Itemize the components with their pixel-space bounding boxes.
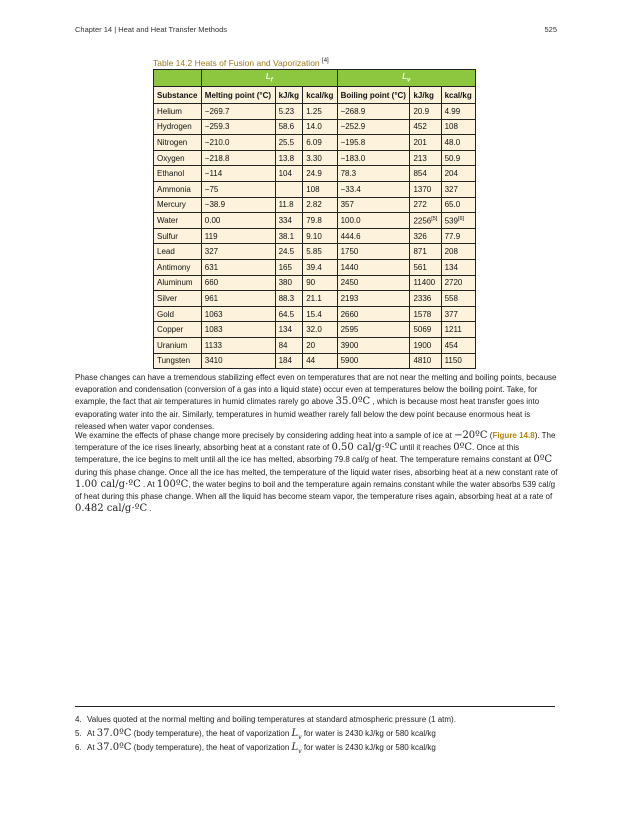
value-cell: 104: [275, 166, 303, 182]
value-cell: 6.09: [303, 135, 337, 151]
value-cell: 134: [275, 322, 303, 338]
footnote-divider: [75, 706, 555, 707]
substance-cell: Copper: [154, 322, 202, 338]
value-cell: 84: [275, 337, 303, 353]
table-row: [154, 275, 476, 291]
table-row: [154, 166, 476, 182]
value-cell: 2193: [337, 291, 410, 307]
value-cell: 64.5: [275, 306, 303, 322]
value-cell: 213: [410, 150, 441, 166]
heats-table: [153, 69, 476, 369]
value-cell: 4810: [410, 353, 441, 369]
value-cell: 1370: [410, 181, 441, 197]
value-cell: 32.0: [303, 322, 337, 338]
substance-cell: Gold: [154, 306, 202, 322]
footnote-4: 4. Values quoted at the normal melting and boiling temperatures at standard atmospheric pressure (1 atm).: [75, 715, 456, 724]
value-cell: 11.8: [275, 197, 303, 213]
value-cell: 24.5: [275, 244, 303, 260]
group-header-fusion: $L_f$: [201, 70, 337, 87]
value-cell: 77.9: [441, 228, 475, 244]
value-cell: 165: [275, 259, 303, 275]
value-cell: 15.4: [303, 306, 337, 322]
column-header: kJ/kg: [275, 87, 303, 104]
value-cell: −269.7: [201, 104, 275, 120]
value-cell: 13.8: [275, 150, 303, 166]
table-row: [154, 197, 476, 213]
value-cell: 631: [201, 259, 275, 275]
value-cell: 871: [410, 244, 441, 260]
value-cell: 50.9: [441, 150, 475, 166]
table-row: [154, 119, 476, 135]
footnote-ref[interactable]: [6]: [457, 215, 465, 222]
value-cell: 11400: [410, 275, 441, 291]
value-cell: 1083: [201, 322, 275, 338]
value-cell: 558: [441, 291, 475, 307]
page-number: 525: [544, 25, 557, 34]
value-cell: 88.3: [275, 291, 303, 307]
value-cell: 204: [441, 166, 475, 182]
value-cell: 377: [441, 306, 475, 322]
column-header: kcal/kg: [303, 87, 337, 104]
chapter-title: Chapter 14 | Heat and Heat Transfer Methods: [75, 25, 228, 34]
column-header: Substance: [154, 87, 202, 104]
table-caption-text: Table 14.2 Heats of Fusion and Vaporization: [153, 58, 320, 68]
value-cell: 1750: [337, 244, 410, 260]
value-cell: 3.30: [303, 150, 337, 166]
value-cell: 357: [337, 197, 410, 213]
table-row: [154, 213, 476, 229]
footnote-6: 6. At 37.0ºC (body temperature), the heat of vaporization $L_v$ for water is 2430 kJ/kg or 580 kcal/kg: [75, 742, 436, 755]
table-row: [154, 291, 476, 307]
value-cell: 452: [410, 119, 441, 135]
substance-cell: Sulfur: [154, 228, 202, 244]
value-cell: 2660: [337, 306, 410, 322]
math-35c: 35.0ºC: [335, 396, 371, 408]
table-column-headers: [154, 87, 476, 104]
table-row: [154, 181, 476, 197]
value-cell: −75: [201, 181, 275, 197]
substance-cell: Antimony: [154, 259, 202, 275]
value-cell: 327: [201, 244, 275, 260]
value-cell: 1133: [201, 337, 275, 353]
value-cell: 1150: [441, 353, 475, 369]
table-row: [154, 306, 476, 322]
value-cell: −210.0: [201, 135, 275, 151]
page-header: [75, 25, 557, 37]
value-cell: 1.25: [303, 104, 337, 120]
value-cell: 21.1: [303, 291, 337, 307]
paragraph-phase-changes: Phase changes can have a tremendous stabilizing effect even on temperatures that are not near the melting and boiling points, because evaporation and condensation (conversion of a gas into a liquid state) occur even at temperatures below the boiling point. Take, for example, the fact that air temperatures in humid climates rarely go above 35.0ºC , which is because most heat transfer goes into evaporating water into the air. Similarly, temperatures in humid weather rarely fall below the dew point because enormous heat is released when water vapor condenses.: [75, 373, 557, 431]
substance-cell: Ethanol: [154, 166, 202, 182]
substance-cell: Aluminum: [154, 275, 202, 291]
table-caption-ref[interactable]: [4]: [322, 58, 329, 65]
value-cell: 2595: [337, 322, 410, 338]
value-cell: 184: [275, 353, 303, 369]
substance-cell: Hydrogen: [154, 119, 202, 135]
value-cell: 2256[5]: [410, 213, 441, 229]
value-cell: 201: [410, 135, 441, 151]
value-cell: 39.4: [303, 259, 337, 275]
value-cell: −252.9: [337, 119, 410, 135]
value-cell: 660: [201, 275, 275, 291]
value-cell: 1063: [201, 306, 275, 322]
value-cell: 20.9: [410, 104, 441, 120]
table-row: [154, 353, 476, 369]
table-caption: [153, 58, 329, 68]
table-row: [154, 322, 476, 338]
substance-cell: Water: [154, 213, 202, 229]
value-cell: 444.6: [337, 228, 410, 244]
value-cell: 1900: [410, 337, 441, 353]
value-cell: 326: [410, 228, 441, 244]
math-rate-steam: 0.482 cal/g⋅ºC: [75, 503, 148, 515]
substance-cell: Helium: [154, 104, 202, 120]
value-cell: 561: [410, 259, 441, 275]
table-row: [154, 244, 476, 260]
value-cell: 1440: [337, 259, 410, 275]
math-rate-ice: 0.50 cal/g⋅ºC: [331, 442, 398, 454]
math-100c: 100ºC: [156, 478, 189, 490]
figure-link[interactable]: Figure 14.8: [492, 431, 535, 440]
table-row: [154, 228, 476, 244]
value-cell: −259.3: [201, 119, 275, 135]
table-row: [154, 150, 476, 166]
value-cell: −218.8: [201, 150, 275, 166]
table-body: [154, 104, 476, 369]
value-cell: 327: [441, 181, 475, 197]
footnote-ref[interactable]: [5]: [431, 215, 438, 222]
value-cell: 2.82: [303, 197, 337, 213]
value-cell: 5900: [337, 353, 410, 369]
value-cell: 2336: [410, 291, 441, 307]
value-cell: 108: [441, 119, 475, 135]
value-cell: 5.85: [303, 244, 337, 260]
substance-cell: Ammonia: [154, 181, 202, 197]
value-cell: −195.8: [337, 135, 410, 151]
value-cell: 380: [275, 275, 303, 291]
table-row: [154, 259, 476, 275]
value-cell: 65.0: [441, 197, 475, 213]
value-cell: −268.9: [337, 104, 410, 120]
value-cell: 100.0: [337, 213, 410, 229]
value-cell: 90: [303, 275, 337, 291]
value-cell: −38.9: [201, 197, 275, 213]
footnote-5: 5. At 37.0ºC (body temperature), the heat of vaporization $L_v$ for water is 2430 kJ/kg or 580 kcal/kg: [75, 728, 436, 741]
substance-cell: Lead: [154, 244, 202, 260]
value-cell: 48.0: [441, 135, 475, 151]
group-header-vaporization: $L_v$: [337, 70, 475, 87]
value-cell: 272: [410, 197, 441, 213]
value-cell: 44: [303, 353, 337, 369]
column-header: Boiling point (°C): [337, 87, 410, 104]
math-rate-water: 1.00 cal/g⋅ºC: [75, 478, 141, 490]
value-cell: 454: [441, 337, 475, 353]
value-cell: 961: [201, 291, 275, 307]
paragraph-ice-heating: We examine the effects of phase change more precisely by considering adding heat into a sample of ice at −20ºC (Figure 14.8). The temperature of the ice rises linearly, absorbing heat at a constant rate of 0.50 cal/g⋅ºC until it reaches 0ºC. Once at this temperature, the ice begins to melt until all the ice has melted, absorbing 79.8 cal/g of heat. The temperature remains constant at 0ºC during this phase change. Once all the ice has melted, the temperature of the liquid water rises, absorbing heat at a new constant rate of 1.00 cal/g⋅ºC . At 100ºC, the water begins to boil and the temperature again remains constant while the water absorbs 539 cal/g of heat during this phase change. When all the liquid has become steam vapor, the temperature rises again, absorbing heat at a rate of 0.482 cal/g⋅ºC .: [75, 430, 558, 515]
value-cell: 208: [441, 244, 475, 260]
substance-cell: Uranium: [154, 337, 202, 353]
value-cell: 134: [441, 259, 475, 275]
group-header-blank: [154, 70, 202, 87]
table-group-header: [154, 70, 476, 87]
value-cell: 14.0: [303, 119, 337, 135]
column-header: Melting point (°C): [201, 87, 275, 104]
value-cell: 119: [201, 228, 275, 244]
value-cell: 2720: [441, 275, 475, 291]
value-cell: 79.8: [303, 213, 337, 229]
value-cell: 0.00: [201, 213, 275, 229]
substance-cell: Nitrogen: [154, 135, 202, 151]
value-cell: 1578: [410, 306, 441, 322]
math-0c-second: 0ºC: [533, 454, 553, 466]
value-cell: 334: [275, 213, 303, 229]
value-cell: 539[6]: [441, 213, 475, 229]
table-row: [154, 337, 476, 353]
value-cell: −33.4: [337, 181, 410, 197]
value-cell: 3410: [201, 353, 275, 369]
value-cell: 20: [303, 337, 337, 353]
substance-cell: Mercury: [154, 197, 202, 213]
column-header: kcal/kg: [441, 87, 475, 104]
substance-cell: Oxygen: [154, 150, 202, 166]
substance-cell: Silver: [154, 291, 202, 307]
value-cell: −183.0: [337, 150, 410, 166]
substance-cell: Tungsten: [154, 353, 202, 369]
value-cell: 24.9: [303, 166, 337, 182]
value-cell: 854: [410, 166, 441, 182]
value-cell: 9.10: [303, 228, 337, 244]
math-minus-20c: −20ºC: [454, 430, 488, 441]
value-cell: 5.23: [275, 104, 303, 120]
value-cell: 38.1: [275, 228, 303, 244]
value-cell: 58.6: [275, 119, 303, 135]
value-cell: 5069: [410, 322, 441, 338]
value-cell: 78.3: [337, 166, 410, 182]
table-row: [154, 104, 476, 120]
value-cell: 1211: [441, 322, 475, 338]
value-cell: 2450: [337, 275, 410, 291]
value-cell: 108: [303, 181, 337, 197]
value-cell: [275, 181, 303, 197]
value-cell: 3900: [337, 337, 410, 353]
column-header: kJ/kg: [410, 87, 441, 104]
table-row: [154, 135, 476, 151]
math-0c: 0ºC: [453, 442, 472, 454]
value-cell: 25.5: [275, 135, 303, 151]
value-cell: 4.99: [441, 104, 475, 120]
value-cell: −114: [201, 166, 275, 182]
